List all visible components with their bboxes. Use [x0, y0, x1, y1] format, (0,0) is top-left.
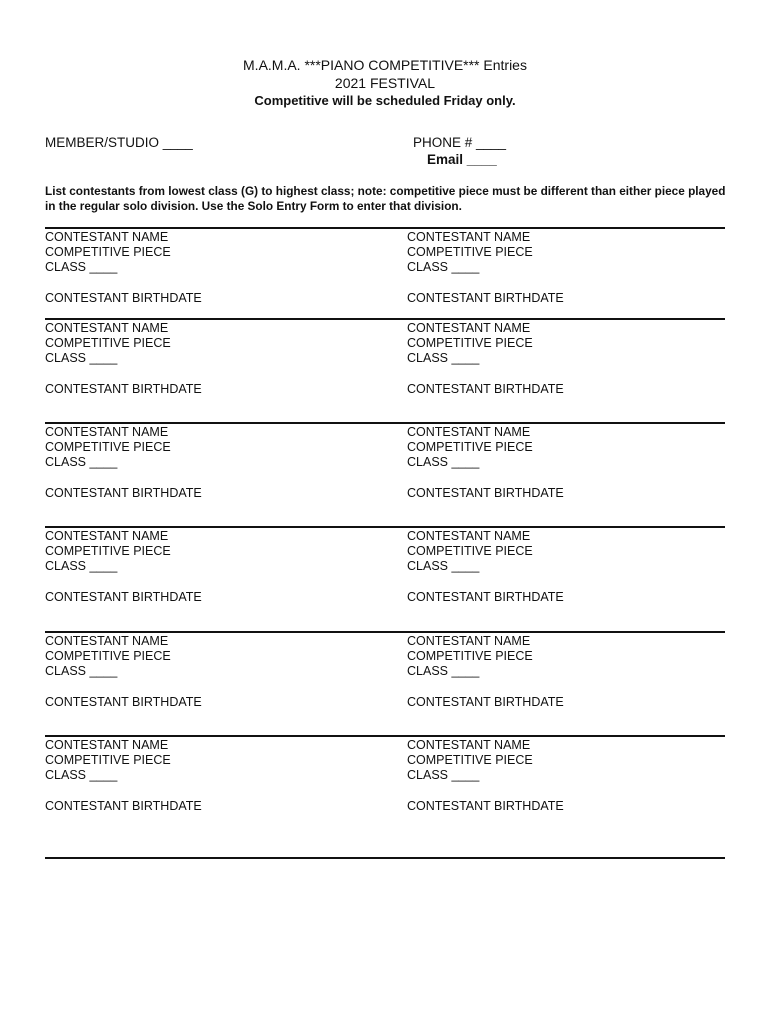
- birthdate-field[interactable]: CONTESTANT BIRTHDATE: [407, 798, 564, 813]
- contestant-name-field[interactable]: CONTESTANT NAME: [45, 425, 169, 439]
- birthdate-field[interactable]: CONTESTANT BIRTHDATE: [407, 589, 564, 604]
- contestant-entry: [407, 634, 737, 710]
- divider-line: [45, 735, 725, 737]
- bottom-divider-line: [45, 857, 725, 859]
- competitive-piece-field[interactable]: COMPETITIVE PIECE: [45, 245, 171, 260]
- competitive-piece-field[interactable]: COMPETITIVE PIECE: [45, 544, 171, 559]
- instructions-text: List contestants from lowest class (G) to highest class; note: competitive piece must be different than either piece played in the regular solo division. Use the Solo Entry Form to enter that division.: [45, 184, 726, 213]
- contestant-name-field[interactable]: CONTESTANT NAME: [407, 321, 531, 335]
- class-field[interactable]: CLASS ____: [407, 664, 480, 679]
- form-title: M.A.M.A. ***PIANO COMPETITIVE*** Entries: [243, 57, 527, 73]
- birthdate-field[interactable]: CONTESTANT BIRTHDATE: [45, 694, 202, 709]
- contestant-name-field[interactable]: CONTESTANT NAME: [45, 230, 169, 244]
- contestant-entry: [45, 425, 375, 501]
- contestant-entry: [45, 230, 375, 306]
- schedule-note: Competitive will be scheduled Friday only.: [254, 93, 516, 108]
- birthdate-field[interactable]: CONTESTANT BIRTHDATE: [407, 290, 564, 305]
- contestant-name-field[interactable]: CONTESTANT NAME: [45, 738, 169, 752]
- competitive-piece-field[interactable]: COMPETITIVE PIECE: [407, 544, 533, 559]
- contestant-entry: [407, 425, 737, 501]
- competitive-piece-field[interactable]: COMPETITIVE PIECE: [407, 336, 533, 351]
- contestant-name-field[interactable]: CONTESTANT NAME: [407, 425, 531, 439]
- contestant-name-field[interactable]: CONTESTANT NAME: [45, 321, 169, 335]
- member-studio-field[interactable]: MEMBER/STUDIO ____: [45, 135, 193, 150]
- contestant-entry: [407, 529, 737, 605]
- competitive-piece-field[interactable]: COMPETITIVE PIECE: [407, 440, 533, 455]
- contestant-entry: [45, 634, 375, 710]
- divider-line: [45, 318, 725, 320]
- class-field[interactable]: CLASS ____: [407, 768, 480, 783]
- form-header: [0, 56, 770, 109]
- class-field[interactable]: CLASS ____: [45, 768, 118, 783]
- divider-line: [45, 631, 725, 633]
- birthdate-field[interactable]: CONTESTANT BIRTHDATE: [45, 290, 202, 305]
- competitive-piece-field[interactable]: COMPETITIVE PIECE: [407, 753, 533, 768]
- competitive-piece-field[interactable]: COMPETITIVE PIECE: [45, 440, 171, 455]
- contestant-entry: [407, 738, 737, 814]
- divider-line: [45, 422, 725, 424]
- class-field[interactable]: CLASS ____: [407, 455, 480, 470]
- class-field[interactable]: CLASS ____: [45, 559, 118, 574]
- birthdate-field[interactable]: CONTESTANT BIRTHDATE: [45, 589, 202, 604]
- contestant-name-field[interactable]: CONTESTANT NAME: [407, 529, 531, 543]
- contestant-name-field[interactable]: CONTESTANT NAME: [45, 634, 169, 648]
- contestant-name-field[interactable]: CONTESTANT NAME: [45, 529, 169, 543]
- birthdate-field[interactable]: CONTESTANT BIRTHDATE: [45, 798, 202, 813]
- class-field[interactable]: CLASS ____: [45, 260, 118, 275]
- contestant-entry: [45, 738, 375, 814]
- birthdate-field[interactable]: CONTESTANT BIRTHDATE: [407, 485, 564, 500]
- class-field[interactable]: CLASS ____: [45, 455, 118, 470]
- contestant-name-field[interactable]: CONTESTANT NAME: [407, 738, 531, 752]
- competitive-piece-field[interactable]: COMPETITIVE PIECE: [407, 245, 533, 260]
- contestant-entry: [45, 321, 375, 397]
- divider-line: [45, 227, 725, 229]
- birthdate-field[interactable]: CONTESTANT BIRTHDATE: [407, 381, 564, 396]
- birthdate-field[interactable]: CONTESTANT BIRTHDATE: [407, 694, 564, 709]
- class-field[interactable]: CLASS ____: [407, 351, 480, 366]
- contestant-name-field[interactable]: CONTESTANT NAME: [407, 634, 531, 648]
- email-field[interactable]: Email ____: [427, 152, 497, 167]
- divider-line: [45, 526, 725, 528]
- festival-year: 2021 FESTIVAL: [334, 75, 436, 91]
- class-field[interactable]: CLASS ____: [45, 351, 118, 366]
- competitive-piece-field[interactable]: COMPETITIVE PIECE: [45, 336, 171, 351]
- birthdate-field[interactable]: CONTESTANT BIRTHDATE: [45, 381, 202, 396]
- contestant-entry: [45, 529, 375, 605]
- competitive-piece-field[interactable]: COMPETITIVE PIECE: [45, 753, 171, 768]
- phone-field[interactable]: PHONE # ____: [413, 135, 507, 150]
- contestant-name-field[interactable]: CONTESTANT NAME: [407, 230, 531, 244]
- contestant-entry: [407, 321, 737, 397]
- competitive-piece-field[interactable]: COMPETITIVE PIECE: [407, 649, 533, 664]
- class-field[interactable]: CLASS ____: [407, 559, 480, 574]
- contestant-entry: [407, 230, 737, 306]
- class-field[interactable]: CLASS ____: [407, 260, 480, 275]
- competitive-piece-field[interactable]: COMPETITIVE PIECE: [45, 649, 171, 664]
- birthdate-field[interactable]: CONTESTANT BIRTHDATE: [45, 485, 202, 500]
- class-field[interactable]: CLASS ____: [45, 664, 118, 679]
